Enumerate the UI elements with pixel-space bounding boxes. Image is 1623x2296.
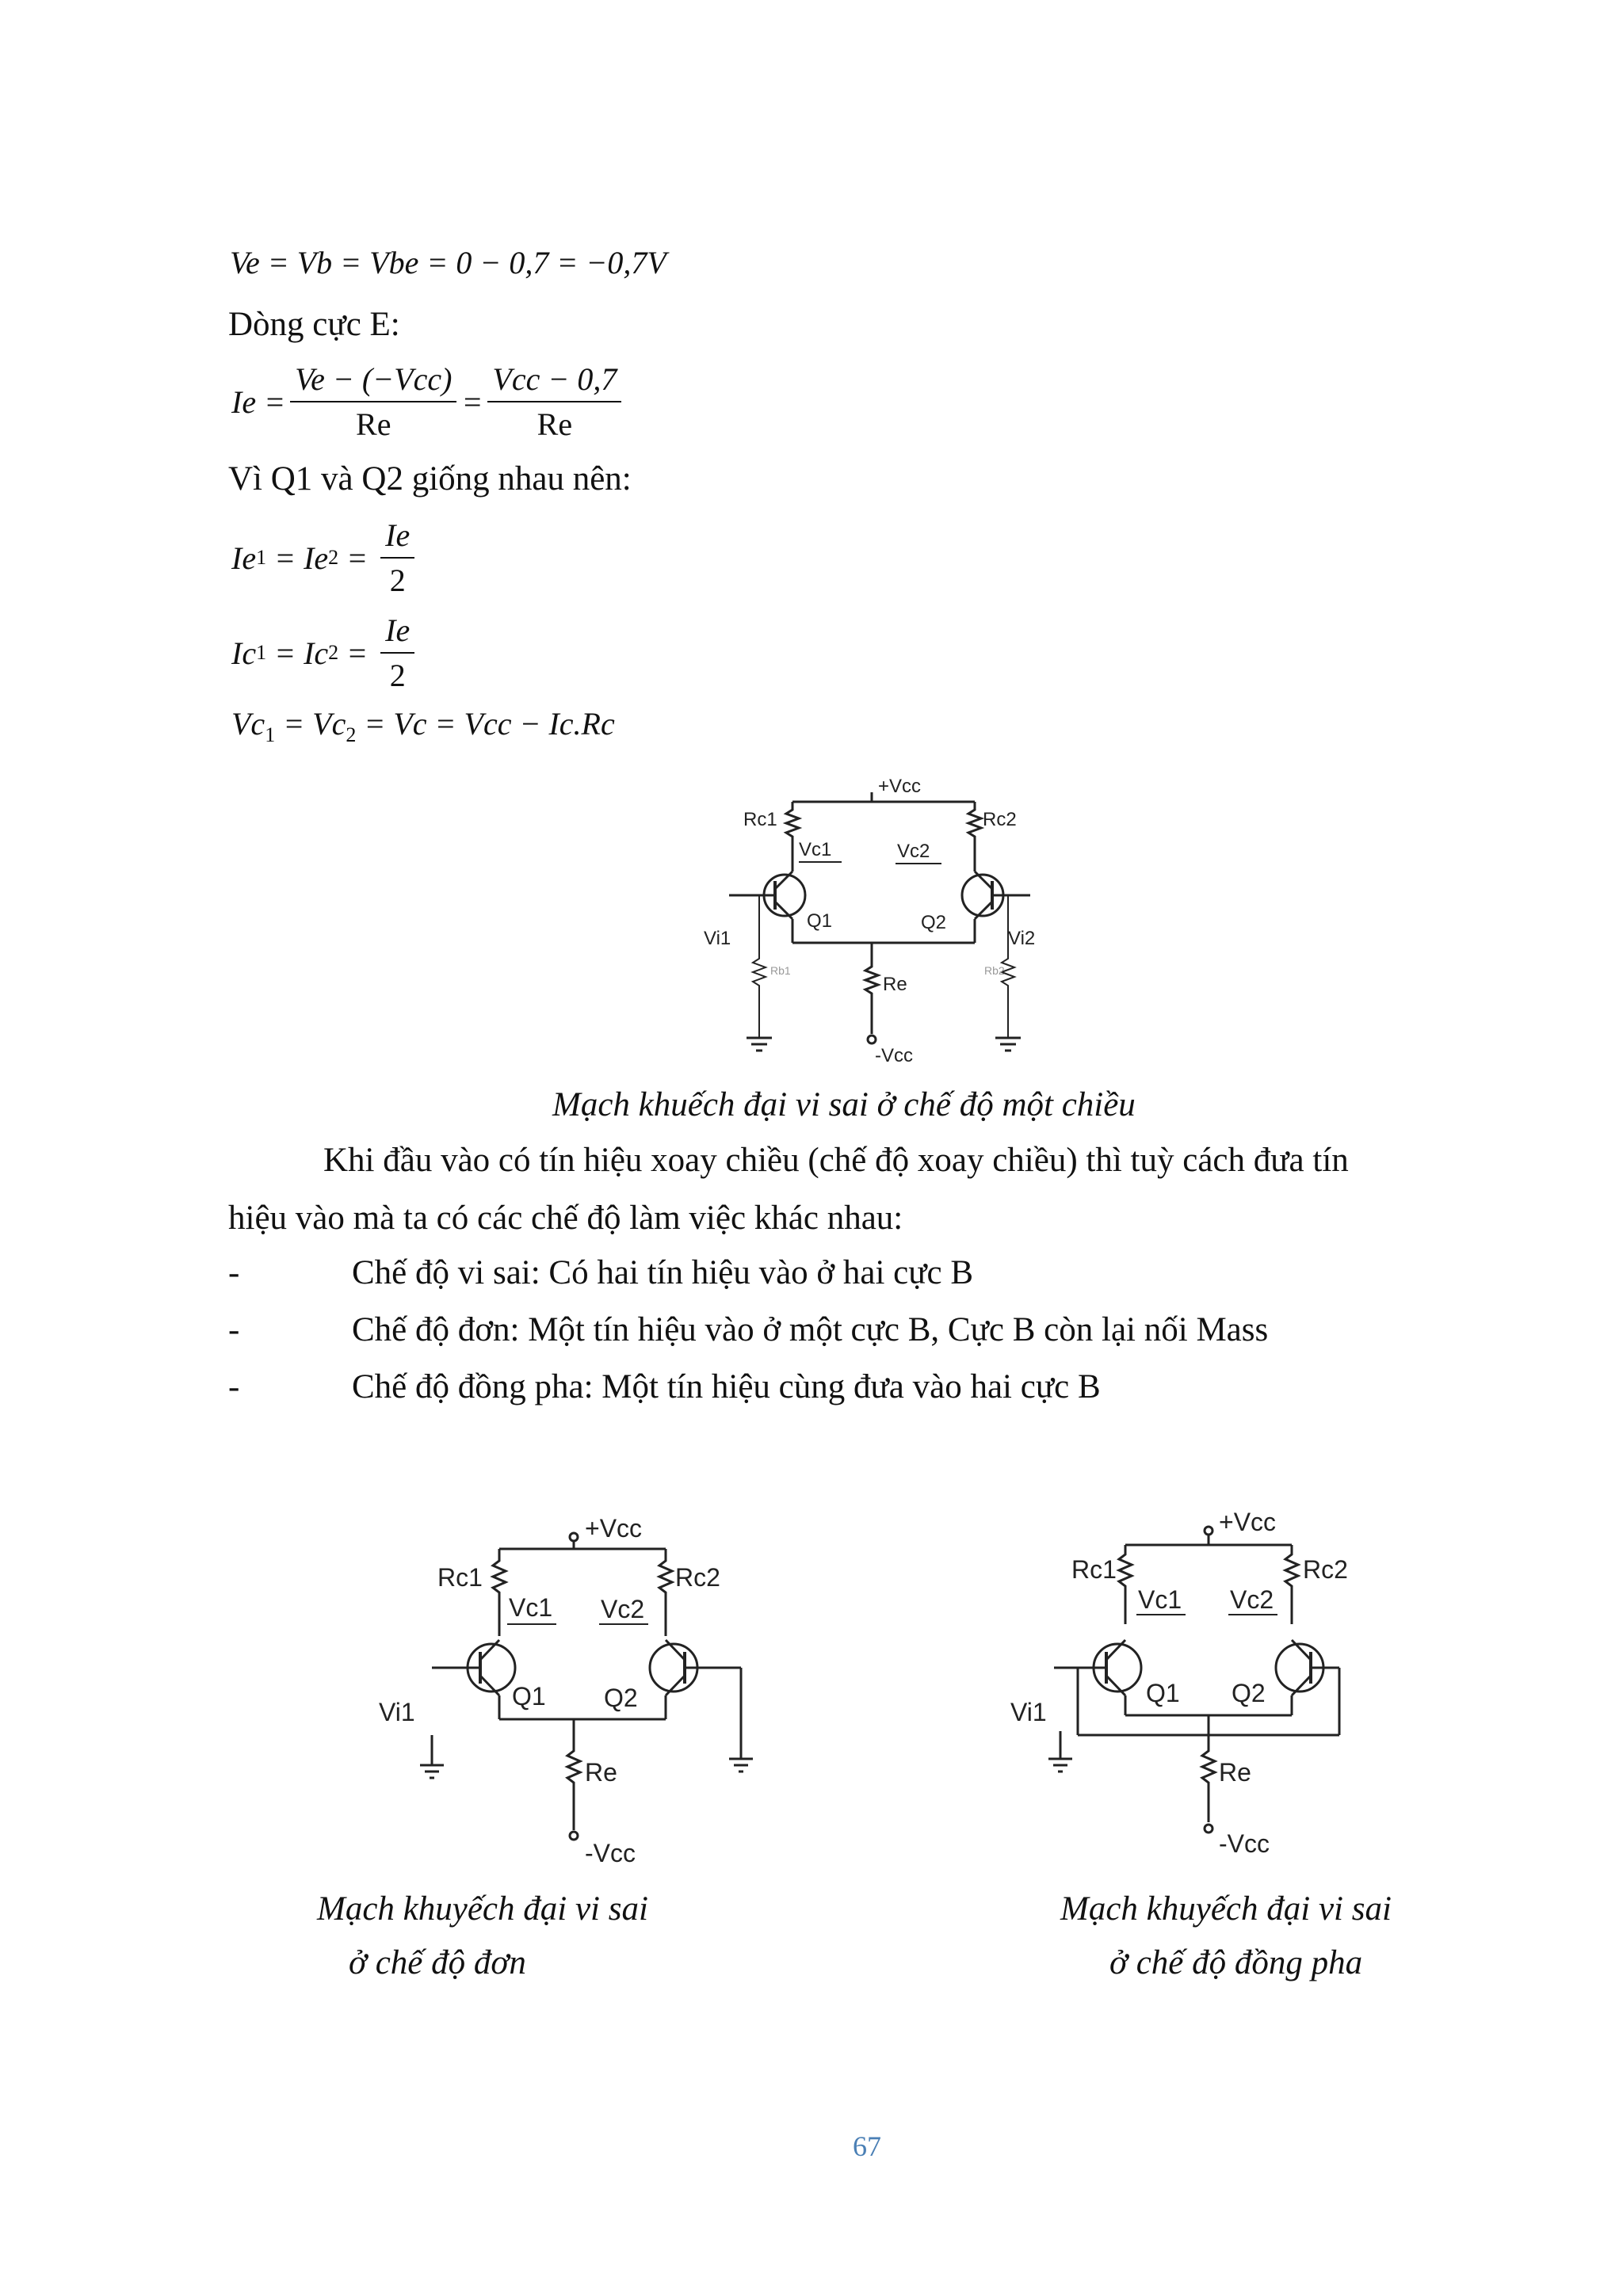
eq-ic12-ic-b: Ic bbox=[304, 635, 329, 671]
resistor-rb1 bbox=[753, 895, 766, 1038]
resistor-rc2 bbox=[659, 1549, 672, 1636]
fraction-2-numerator: Vcc − 0,7 bbox=[487, 360, 621, 402]
eq-vc-sub2: 2 bbox=[346, 723, 357, 746]
equation-ie12 bbox=[231, 517, 419, 599]
circuit-common-mode-diagram bbox=[1006, 1489, 1371, 1878]
fraction-1-denominator: Re bbox=[356, 406, 391, 442]
eq-ic12-eq2: = bbox=[338, 635, 376, 671]
caption-common-mode-line-1: Mạch khuyếch đại vi sai bbox=[1060, 1890, 1392, 1928]
transistor-q1 bbox=[1054, 1640, 1141, 1695]
eq-ie12-sub1: 1 bbox=[256, 546, 267, 569]
label-rc1: Rc1 bbox=[1071, 1555, 1117, 1584]
bullet-dash: - bbox=[228, 1254, 240, 1291]
transistor-q1 bbox=[432, 1640, 515, 1695]
bullet-list bbox=[228, 1253, 1268, 1425]
label-rc1: Rc1 bbox=[437, 1563, 483, 1592]
label-q1: Q1 bbox=[512, 1682, 546, 1711]
resistor-rc1 bbox=[493, 1549, 506, 1636]
label-vc2: Vc2 bbox=[1230, 1585, 1274, 1614]
label-vc1: Vc1 bbox=[799, 839, 832, 860]
fraction-ic12-numerator: Ie bbox=[380, 612, 414, 654]
label-vc2: Vc2 bbox=[601, 1595, 645, 1623]
ground-symbol-right bbox=[995, 1038, 1021, 1051]
eq-ie12-ie-b: Ie bbox=[304, 540, 329, 576]
label-rc2: Rc2 bbox=[1303, 1555, 1348, 1584]
resistor-re bbox=[567, 1719, 580, 1830]
equation-ic12 bbox=[231, 612, 419, 694]
label-vi1: Vi1 bbox=[379, 1698, 415, 1726]
eq-vc-sub1: 1 bbox=[265, 723, 276, 746]
fraction-ie12-denominator: 2 bbox=[389, 563, 406, 598]
resistor-rc2 bbox=[1285, 1545, 1298, 1624]
label-rc2: Rc2 bbox=[675, 1563, 720, 1592]
label-vi1: Vi1 bbox=[1010, 1698, 1047, 1726]
eq-vc-b: = Vc bbox=[275, 706, 346, 742]
label-vcc-pos: +Vcc bbox=[1219, 1508, 1277, 1536]
label-vc1: Vc1 bbox=[509, 1593, 553, 1622]
equation-vc bbox=[231, 705, 615, 747]
bullet-text: Chế độ đơn: Một tín hiệu vào ở một cực B, Cực B còn lại nối Mass bbox=[352, 1311, 1269, 1348]
fraction-2-denominator: Re bbox=[537, 406, 573, 442]
eq-ic12-eq1: = bbox=[266, 635, 304, 671]
ground-symbol-left bbox=[747, 1038, 772, 1051]
label-q2: Q2 bbox=[1232, 1679, 1266, 1707]
bullet-dash: - bbox=[228, 1311, 240, 1348]
label-q1: Q1 bbox=[1146, 1679, 1180, 1707]
ground-symbol-right bbox=[729, 1759, 753, 1772]
label-vi2: Vi2 bbox=[1008, 928, 1036, 949]
label-q2: Q2 bbox=[921, 912, 947, 933]
eq-ie12-eq1: = bbox=[266, 540, 304, 576]
label-re: Re bbox=[585, 1758, 617, 1787]
resistor-re bbox=[865, 943, 878, 1034]
bullet-item bbox=[228, 1367, 1268, 1425]
eq-ic12-sub2: 2 bbox=[328, 641, 339, 664]
label-rb1: Rb1 bbox=[770, 964, 791, 977]
label-rc2: Rc2 bbox=[983, 809, 1017, 830]
eq-ic12-sub1: 1 bbox=[256, 641, 267, 664]
fraction-ie12-numerator: Ie bbox=[380, 517, 414, 559]
circuit-dc-mode-diagram bbox=[697, 761, 1062, 1077]
label-rb2: Rb2 bbox=[984, 964, 1005, 977]
bullet-item bbox=[228, 1253, 1268, 1310]
transistor-q2 bbox=[962, 871, 1030, 919]
resistor-rc1 bbox=[786, 802, 799, 871]
bullet-text: Chế độ đồng pha: Một tín hiệu cùng đưa vào hai cực B bbox=[352, 1368, 1101, 1405]
eq-ie-lhs: Ie = bbox=[231, 383, 286, 420]
fraction-ie12 bbox=[380, 517, 414, 599]
label-rc1: Rc1 bbox=[743, 809, 777, 830]
fraction-1-numerator: Ve − (−Vcc) bbox=[290, 360, 456, 402]
transistor-q1 bbox=[729, 871, 805, 919]
eq-ie-equals: = bbox=[461, 383, 483, 420]
caption-dc-mode: Mạch khuếch đại vi sai ở chế độ một chiều bbox=[552, 1086, 1136, 1123]
eq-ie12-ie: Ie bbox=[231, 540, 257, 576]
label-q1: Q1 bbox=[807, 910, 833, 932]
equation-ve: Ve = Vb = Vbe = 0 − 0,7 = −0,7V bbox=[230, 245, 666, 280]
label-vcc-neg: -Vcc bbox=[875, 1045, 913, 1066]
caption-common-mode-line-2: ở chế độ đồng pha bbox=[1109, 1944, 1363, 1981]
resistor-rc1 bbox=[1119, 1545, 1132, 1624]
caption-single-ended-line-2: ở chế độ đơn bbox=[349, 1944, 526, 1981]
heading-dong-cuc-e: Dòng cực E: bbox=[228, 306, 400, 343]
label-vcc-neg: -Vcc bbox=[585, 1839, 636, 1867]
caption-single-ended-line-1: Mạch khuyếch đại vi sai bbox=[317, 1890, 648, 1928]
eq-ic12-ic: Ic bbox=[231, 635, 257, 671]
label-re: Re bbox=[1219, 1758, 1251, 1787]
label-q2: Q2 bbox=[604, 1684, 638, 1712]
fraction-1 bbox=[290, 360, 456, 443]
ground-symbol-left bbox=[1048, 1759, 1072, 1772]
page-number: 67 bbox=[853, 2130, 881, 2162]
transistor-q2 bbox=[1276, 1640, 1339, 1695]
text-vi-q1-q2: Vì Q1 và Q2 giống nhau nên: bbox=[228, 460, 632, 498]
bullet-text: Chế độ vi sai: Có hai tín hiệu vào ở hai cực B bbox=[352, 1254, 974, 1291]
label-vc1: Vc1 bbox=[1138, 1585, 1182, 1614]
ground-symbol-left bbox=[420, 1765, 444, 1778]
eq-vc-c: = Vc = Vcc − Ic.Rc bbox=[356, 706, 615, 742]
paragraph-line-2: hiệu vào mà ta có các chế độ làm việc khác nhau: bbox=[228, 1199, 903, 1237]
eq-vc-a: Vc bbox=[231, 706, 265, 742]
resistor-rc2 bbox=[968, 802, 981, 871]
label-vi1: Vi1 bbox=[704, 928, 731, 949]
fraction-2 bbox=[487, 360, 621, 443]
eq-ie12-eq2: = bbox=[338, 540, 376, 576]
fraction-ic12 bbox=[380, 612, 414, 694]
resistor-re bbox=[1202, 1715, 1215, 1822]
bullet-dash: - bbox=[228, 1368, 240, 1405]
transistor-q2 bbox=[650, 1640, 741, 1759]
paragraph-line-1: Khi đầu vào có tín hiệu xoay chiều (chế độ xoay chiều) thì tuỳ cách đưa tín bbox=[323, 1142, 1349, 1179]
eq-ie12-sub2: 2 bbox=[328, 546, 339, 569]
label-vc2: Vc2 bbox=[897, 841, 930, 862]
label-re: Re bbox=[883, 974, 907, 995]
fraction-ic12-denominator: 2 bbox=[389, 658, 406, 693]
bullet-item bbox=[228, 1310, 1268, 1367]
circuit-single-ended-diagram bbox=[365, 1497, 777, 1886]
equation-ie bbox=[231, 360, 626, 443]
label-vcc-neg: -Vcc bbox=[1219, 1829, 1270, 1858]
label-vcc-pos: +Vcc bbox=[585, 1514, 643, 1543]
label-vcc-pos: +Vcc bbox=[878, 776, 922, 797]
